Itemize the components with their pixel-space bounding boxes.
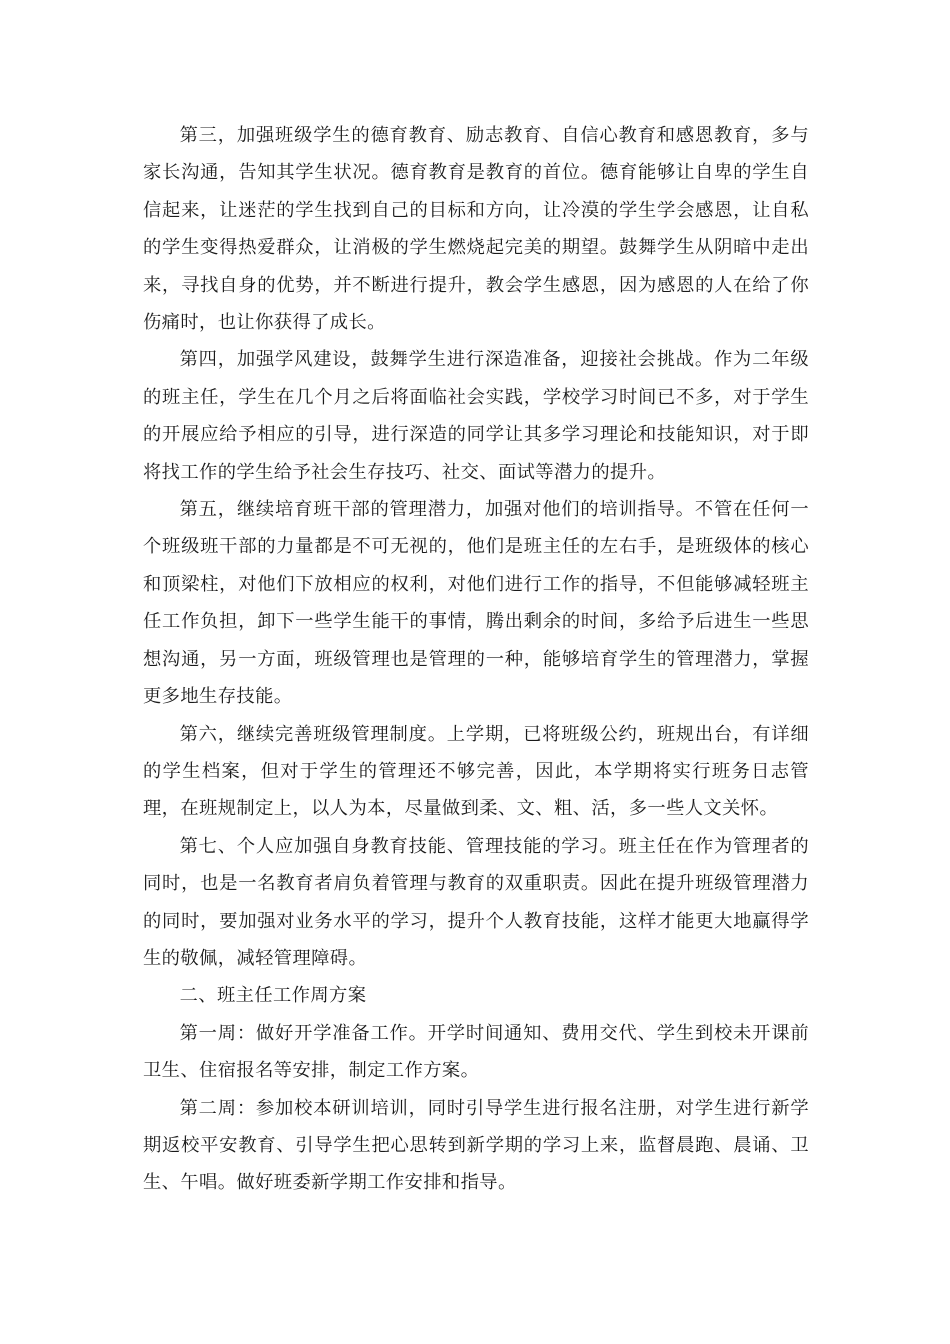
paragraph-study-style: 第四，加强学风建设，鼓舞学生进行深造准备，迎接社会挑战。作为二年级的班主任，学生在几个月之后将面临社会实践，学校学习时间已不多，对于学生的开展应给予相应的引导，进行深造的同学让其多学习理论和技能知识，对于即将找工作的学生给予社会生存技巧、社交、面试等潜力的提升。	[143, 349, 809, 483]
paragraph-moral-education: 第三，加强班级学生的德育教育、励志教育、自信心教育和感恩教育，多与家长沟通，告知其学生状况。德育教育是教育的首位。德育能够让自卑的学生自信起来，让迷茫的学生找到自己的目标和方向，让冷漠的学生学会感恩，让自私的学生变得热爱群众，让消极的学生燃烧起完美的期望。鼓舞学生从阴暗中走出来，寻找自身的优势，并不断进行提升，教会学生感恩，因为感恩的人在给了你伤痛时，也让你获得了成长。	[143, 125, 809, 334]
paragraph-management-system: 第六，继续完善班级管理制度。上学期，已将班级公约，班规出台，有详细的学生档案，但对于学生的管理还不够完善，因此，本学期将实行班务日志管理，在班规制定上，以人为本，尽量做到柔、文、粗、活，多一些人文关怀。	[143, 723, 809, 820]
document-body	[143, 117, 809, 1202]
paragraph-class-cadre: 第五，继续培育班干部的管理潜力，加强对他们的培训指导。不管在任何一个班级班干部的力量都是不可无视的，他们是班主任的左右手，是班级体的核心和顶梁柱，对他们下放相应的权利，对他们进行工作的指导，不但能够减轻班主任工作负担，卸下一些学生能干的事情，腾出剩余的时间，多给予后进生一些思想沟通，另一方面，班级管理也是管理的一种，能够培育学生的管理潜力，掌握更多地生存技能。	[143, 499, 809, 708]
section-heading-weekly-plan: 二、班主任工作周方案	[179, 985, 367, 1007]
paragraph-week-two: 第二周：参加校本研训培训，同时引导学生进行报名注册，对学生进行新学期返校平安教育、引导学生把心思转到新学期的学习上来，监督晨跑、晨诵、卫生、午唱。做好班委新学期工作安排和指导。	[143, 1097, 809, 1194]
paragraph-personal-skills: 第七、个人应加强自身教育技能、管理技能的学习。班主任在作为管理者的同时，也是一名教育者肩负着管理与教育的双重职责。因此在提升班级管理潜力的同时，要加强对业务水平的学习，提升个人教育技能，这样才能更大地赢得学生的敬佩，减轻管理障碍。	[143, 835, 809, 969]
paragraph-week-one: 第一周：做好开学准备工作。开学时间通知、费用交代、学生到校未开课前卫生、住宿报名等安排，制定工作方案。	[143, 1022, 809, 1082]
